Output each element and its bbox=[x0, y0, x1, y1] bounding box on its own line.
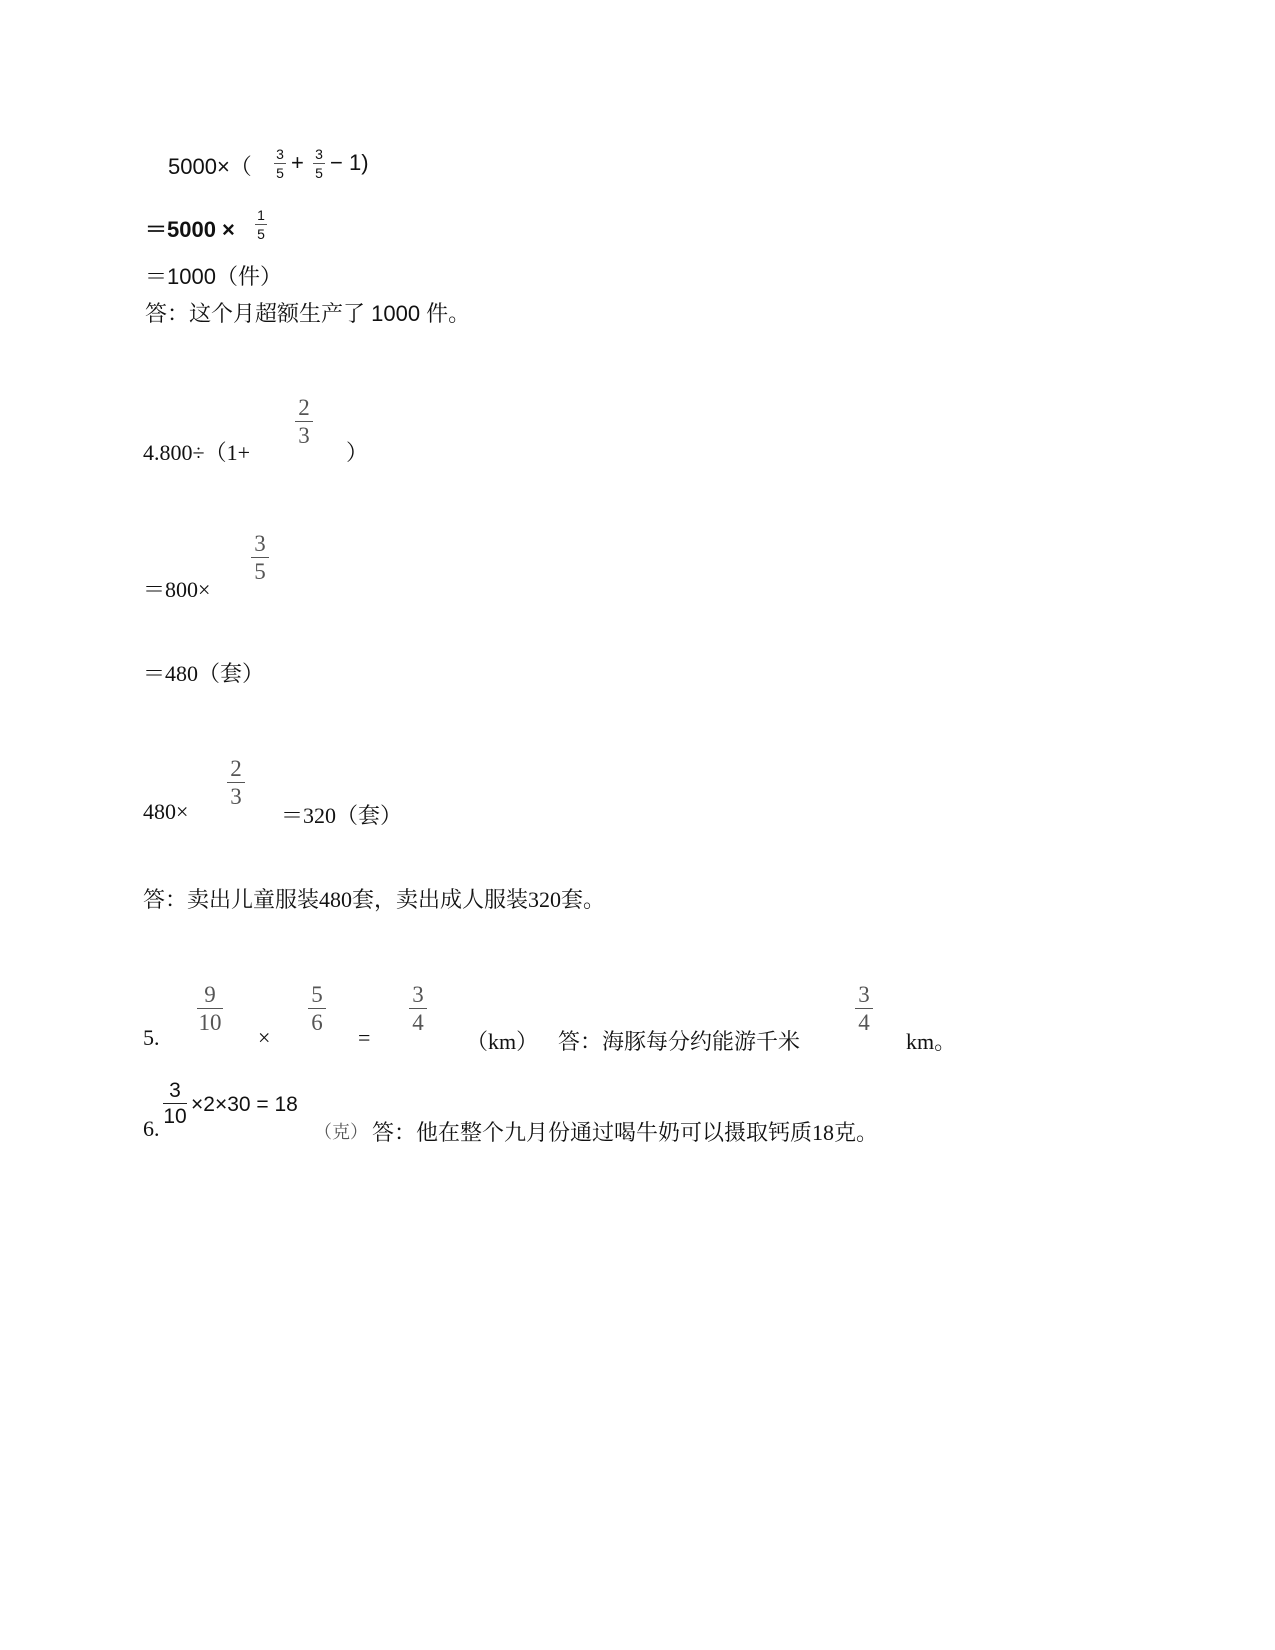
fraction-numerator: 3 bbox=[169, 1079, 181, 1102]
q4-line3: ＝480（套） bbox=[143, 661, 265, 686]
q6-unit: （克） bbox=[314, 1122, 368, 1142]
fraction-numerator: 5 bbox=[311, 982, 323, 1007]
q4-answer: 答：卖出儿童服装480套，卖出成人服装320套。 bbox=[143, 887, 606, 912]
q6-fraction bbox=[162, 1080, 188, 1127]
q4-line1-prefix: 4.800÷（1+ bbox=[143, 440, 250, 465]
q3-line2-prefix: ＝5000 × bbox=[145, 217, 235, 242]
q6-expression: ×2×30 = 18 bbox=[191, 1093, 298, 1116]
q3-line1-fraction-1 bbox=[273, 147, 287, 180]
fraction-bar bbox=[197, 1008, 223, 1009]
fraction-denominator: 10 bbox=[198, 1010, 222, 1035]
fraction-numerator: 3 bbox=[858, 982, 870, 1007]
q4-line4-suffix: ＝320（套） bbox=[281, 803, 403, 828]
q4-line2-fraction bbox=[250, 532, 270, 583]
q6-answer: 答：他在整个九月份通过喝牛奶可以摄取钙质18克。 bbox=[372, 1120, 879, 1145]
q5-fraction-3 bbox=[408, 983, 428, 1034]
fraction-bar bbox=[308, 1008, 326, 1009]
fraction-numerator: 2 bbox=[230, 756, 242, 781]
q5-equals: = bbox=[358, 1025, 371, 1050]
q3-line2 bbox=[145, 213, 235, 244]
fraction-numerator: 2 bbox=[298, 395, 310, 420]
q5-label: 5. bbox=[143, 1025, 160, 1050]
q4-line4-fraction bbox=[226, 757, 246, 808]
q3-line1-plus: + bbox=[291, 150, 304, 175]
fraction-numerator: 3 bbox=[315, 146, 323, 162]
fraction-denominator: 6 bbox=[311, 1010, 323, 1035]
fraction-bar bbox=[409, 1008, 427, 1009]
q5-fraction-2 bbox=[307, 983, 327, 1034]
fraction-numerator: 9 bbox=[204, 982, 216, 1007]
q3-line1-suffix: − 1) bbox=[330, 150, 369, 175]
fraction-numerator: 1 bbox=[257, 207, 265, 223]
fraction-denominator: 5 bbox=[276, 165, 284, 181]
fraction-bar bbox=[274, 163, 286, 164]
q4-line1-suffix: ） bbox=[346, 440, 369, 465]
fraction-denominator: 3 bbox=[298, 423, 310, 448]
q5-unit: （km） bbox=[466, 1029, 539, 1054]
q3-line3: ＝1000（件） bbox=[145, 264, 282, 289]
q5-fraction-4 bbox=[854, 983, 874, 1034]
fraction-numerator: 3 bbox=[412, 982, 424, 1007]
fraction-denominator: 5 bbox=[254, 559, 266, 584]
fraction-denominator: 3 bbox=[230, 784, 242, 809]
q5-times: × bbox=[258, 1025, 271, 1050]
q3-line2-fraction bbox=[254, 208, 268, 241]
fraction-denominator: 4 bbox=[412, 1010, 424, 1035]
fraction-denominator: 5 bbox=[257, 226, 265, 242]
q4-line1-fraction bbox=[294, 396, 314, 447]
q5-answer: 答：海豚每分约能游千米 bbox=[558, 1029, 801, 1054]
fraction-bar bbox=[855, 1008, 873, 1009]
q6-label: 6. bbox=[143, 1116, 160, 1141]
fraction-bar bbox=[227, 782, 245, 783]
fraction-bar bbox=[255, 224, 267, 225]
q4-line4-prefix: 480× bbox=[143, 799, 189, 824]
q5-answer-unit: km。 bbox=[906, 1029, 957, 1054]
q3-line1-prefix: 5000×（ bbox=[168, 154, 252, 179]
q4-line2-prefix: ＝800× bbox=[143, 577, 211, 602]
fraction-denominator: 4 bbox=[858, 1010, 870, 1035]
q3-line1 bbox=[168, 150, 252, 181]
fraction-bar bbox=[163, 1103, 187, 1104]
q3-line1-fraction-2 bbox=[312, 147, 326, 180]
q3-answer: 答：这个月超额生产了 1000 件。 bbox=[145, 301, 471, 326]
fraction-bar bbox=[295, 421, 313, 422]
fraction-bar bbox=[251, 557, 269, 558]
fraction-numerator: 3 bbox=[254, 531, 266, 556]
fraction-denominator: 5 bbox=[315, 165, 323, 181]
q5-fraction-1 bbox=[196, 983, 224, 1034]
fraction-numerator: 3 bbox=[276, 146, 284, 162]
fraction-bar bbox=[313, 163, 325, 164]
fraction-denominator: 10 bbox=[163, 1105, 187, 1128]
